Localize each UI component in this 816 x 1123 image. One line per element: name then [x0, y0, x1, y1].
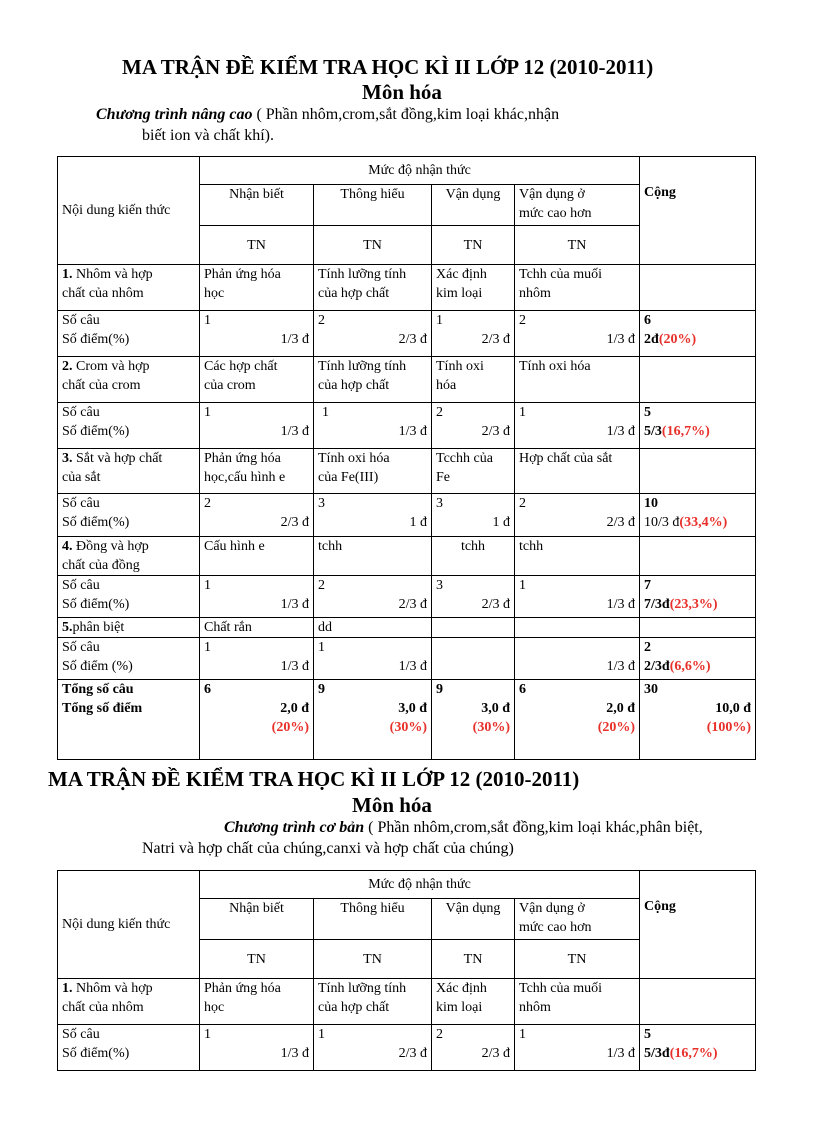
score-cell: 1 1/3 đ [200, 1025, 314, 1071]
header-van-dung: Vận dụng [432, 185, 515, 226]
topic-cell-empty [640, 979, 756, 1025]
header-thong-hieu: Thông hiểu [314, 899, 432, 940]
section-score-row [58, 576, 756, 618]
doc1-program-name: Chương trình nâng cao [96, 106, 253, 123]
score-labels: Số câu Số điểm(%) [58, 403, 200, 449]
topic-cell-empty [640, 618, 756, 638]
score-cell [432, 638, 515, 680]
doc2-subject: Môn hóa [352, 793, 432, 817]
doc2-title: MA TRẬN ĐỀ KIỂM TRA HỌC KÌ II LỚP 12 (2010-2011) [48, 767, 580, 791]
topic-cell-empty [515, 618, 640, 638]
score-cell: 1 1/3 đ [200, 311, 314, 357]
totals-cell: 9 3,0 đ (30%) [314, 680, 432, 760]
score-cell: 1 1/3 đ [314, 638, 432, 680]
total-cell: 7 7/3đ(23,3%) [640, 576, 756, 618]
doc1-program-desc: ( Phần nhôm,crom,sắt đồng,kim loại khác,nhận [252, 106, 560, 123]
section-topic-row [58, 265, 756, 311]
topic-cell: Xác định kim loại [432, 265, 515, 311]
header-tn: TN [200, 226, 314, 265]
topic-cell: Tính lưỡng tính của hợp chất [314, 265, 432, 311]
topic-cell: Tính lưỡng tính của hợp chất [314, 357, 432, 403]
header-levels: Mức độ nhận thức [200, 157, 640, 185]
topic-cell: tchh [314, 537, 432, 576]
topic-cell: Chất rắn [200, 618, 314, 638]
header-content: Nội dung kiến thức [58, 157, 200, 265]
doc2-matrix-table [57, 870, 756, 1071]
section-number: 1. [62, 267, 73, 282]
topic-cell: Phản ứng hóa học [200, 979, 314, 1025]
score-cell: 2 2/3 đ [314, 576, 432, 618]
topic-cell-empty [640, 449, 756, 494]
header-van-dung-cao-b: mức cao hơn [519, 206, 592, 221]
score-cell: 3 2/3 đ [432, 576, 515, 618]
section-name: 1. Nhôm và hợp chất của nhôm [58, 979, 200, 1025]
section-score-row [58, 1025, 756, 1071]
total-cell: 5 5/3(16,7%) [640, 403, 756, 449]
score-cell: 1 1/3 đ [314, 403, 432, 449]
doc1-program-line2: biết ion và chất khí). [142, 127, 274, 144]
header-nhan-biet: Nhận biết [200, 185, 314, 226]
topic-cell: Tcchh của Fe [432, 449, 515, 494]
score-cell: 3 1 đ [314, 494, 432, 537]
doc1-subject: Môn hóa [362, 80, 442, 104]
header-tn: TN [432, 226, 515, 265]
header-van-dung-cao: Vận dụng ở mức cao hơn [515, 899, 640, 940]
doc2-program-name: Chương trình cơ bản [224, 819, 365, 836]
topic-cell: Tính oxi hóa [432, 357, 515, 403]
score-cell: 1 1/3 đ [200, 576, 314, 618]
label-so-diem: Số điểm(%) [62, 332, 130, 347]
total-cell: 10 10/3 đ(33,4%) [640, 494, 756, 537]
score-cell: 1 1/3 đ [515, 576, 640, 618]
doc1-program-line1 [96, 106, 559, 124]
section-name-a: Nhôm và hợp [72, 267, 153, 282]
section-score-row [58, 311, 756, 357]
header-levels: Mức độ nhận thức [200, 871, 640, 899]
score-cell: 3 1 đ [432, 494, 515, 537]
section-name: 4. Đồng và hợp chất của đồng [58, 537, 200, 576]
label-so-cau: Số câu [62, 313, 100, 328]
totals-cell: 6 2,0 đ (20%) [200, 680, 314, 760]
score-cell: 2 2/3 đ [432, 403, 515, 449]
score-cell: 2 2/3 đ [314, 311, 432, 357]
totals-labels: Tổng số câu Tổng số điểm [58, 680, 200, 760]
score-cell: 2 2/3 đ [515, 494, 640, 537]
score-cell: 1 1/3 đ [200, 403, 314, 449]
score-cell: 1 1/3 đ [515, 1025, 640, 1071]
score-cell: 1/3 đ [515, 638, 640, 680]
score-cell: 1 1/3 đ [515, 403, 640, 449]
doc2-program-line2: Natri và hợp chất của chúng,canxi và hợp chất của chúng) [142, 840, 514, 857]
header-tn: TN [314, 940, 432, 979]
topic-cell-empty [640, 357, 756, 403]
doc1-matrix-table [57, 156, 756, 760]
section-topic-row [58, 449, 756, 494]
section-name: 2. Crom và hợp chất của crom [58, 357, 200, 403]
topic-cell: Xác định kim loại [432, 979, 515, 1025]
totals-cell: 9 3,0 đ (30%) [432, 680, 515, 760]
score-labels: Số câu Số điểm (%) [58, 638, 200, 680]
header-tn: TN [200, 940, 314, 979]
section-name [58, 265, 200, 311]
total-cell: 6 2đ(20%) [640, 311, 756, 357]
score-cell: 2 2/3 đ [200, 494, 314, 537]
header-total: Cộng [640, 157, 756, 265]
topic-cell: Tính oxi hóa của Fe(III) [314, 449, 432, 494]
header-van-dung-cao-a: Vận dụng ở [519, 187, 585, 202]
header-thong-hieu: Thông hiểu [314, 185, 432, 226]
total-cell: 2 2/3đ(6,6%) [640, 638, 756, 680]
header-tn: TN [314, 226, 432, 265]
totals-cell: 6 2,0 đ (20%) [515, 680, 640, 760]
topic-cell-empty [432, 618, 515, 638]
score-labels [58, 311, 200, 357]
topic-cell: tchh [515, 537, 640, 576]
topic-cell-empty [640, 265, 756, 311]
header-van-dung-cao [515, 185, 640, 226]
topic-cell: dd [314, 618, 432, 638]
section-name: 5.phân biệt [58, 618, 200, 638]
score-cell: 1 1/3 đ [200, 638, 314, 680]
header-tn: TN [432, 940, 515, 979]
section-topic-row [58, 979, 756, 1025]
topic-cell-empty [640, 537, 756, 576]
score-cell: 1 2/3 đ [432, 311, 515, 357]
section-name: 3. Sắt và hợp chất của sắt [58, 449, 200, 494]
header-van-dung: Vận dụng [432, 899, 515, 940]
topic-cell: Tính lưỡng tính của hợp chất [314, 979, 432, 1025]
doc1-title: MA TRẬN ĐỀ KIỂM TRA HỌC KÌ II LỚP 12 (2010-2011) [122, 55, 654, 79]
totals-row [58, 680, 756, 760]
topic-cell: Tchh của muối nhôm [515, 265, 640, 311]
score-labels: Số câu Số điểm(%) [58, 494, 200, 537]
section-name-b: chất của nhôm [62, 286, 144, 301]
totals-cell-grand: 30 10,0 đ (100%) [640, 680, 756, 760]
header-total: Cộng [640, 871, 756, 979]
topic-cell: Tính oxi hóa [515, 357, 640, 403]
total-cell: 5 5/3đ(16,7%) [640, 1025, 756, 1071]
topic-cell: Phản ứng hóa học [200, 265, 314, 311]
section-topic-row [58, 357, 756, 403]
section-score-row [58, 403, 756, 449]
score-cell: 2 1/3 đ [515, 311, 640, 357]
topic-cell: Cấu hình e [200, 537, 314, 576]
score-labels: Số câu Số điểm(%) [58, 1025, 200, 1071]
score-cell: 1 2/3 đ [314, 1025, 432, 1071]
topic-cell: Hợp chất của sắt [515, 449, 640, 494]
section-score-row [58, 638, 756, 680]
doc2-program-desc: ( Phần nhôm,crom,sắt đồng,kim loại khác,phân biệt, [364, 819, 703, 836]
score-cell: 2 2/3 đ [432, 1025, 515, 1071]
header-tn: TN [515, 940, 640, 979]
section-topic-row [58, 537, 756, 576]
topic-cell: tchh [432, 537, 515, 576]
section-topic-row [58, 618, 756, 638]
doc2-program-line1 [224, 819, 703, 837]
topic-cell: Các hợp chất của crom [200, 357, 314, 403]
section-score-row [58, 494, 756, 537]
topic-cell: Phản ứng hóa học,cấu hình e [200, 449, 314, 494]
header-tn: TN [515, 226, 640, 265]
header-nhan-biet: Nhận biết [200, 899, 314, 940]
header-content: Nội dung kiến thức [58, 871, 200, 979]
topic-cell: Tchh của muối nhôm [515, 979, 640, 1025]
score-labels: Số câu Số điểm(%) [58, 576, 200, 618]
